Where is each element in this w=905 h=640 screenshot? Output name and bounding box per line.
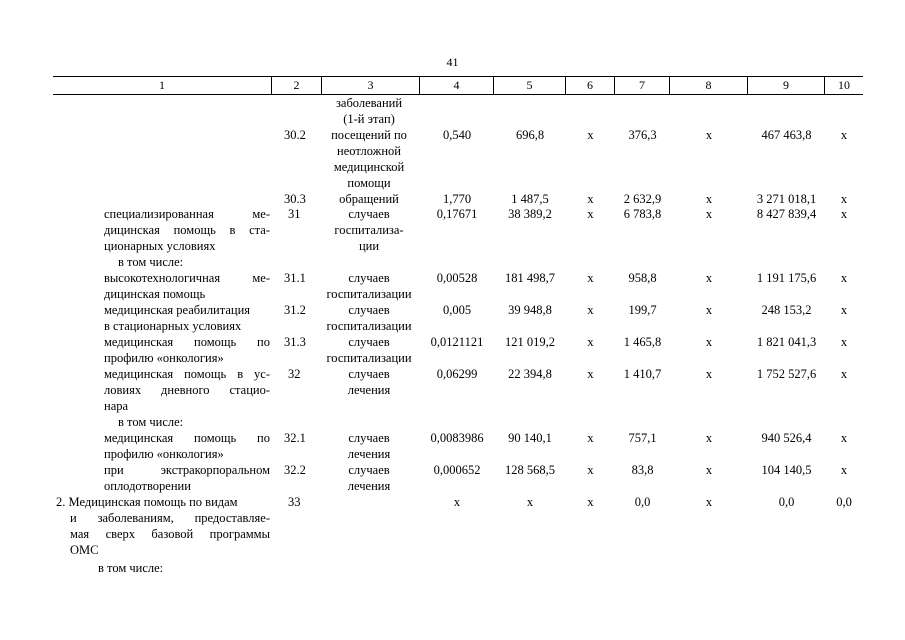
cell-value: 1 821 041,3 <box>756 335 817 349</box>
cell-row-code: 33 <box>288 495 301 509</box>
cell-description: ловиях дневного стацио- <box>104 383 270 397</box>
cell-description: дицинская помощь <box>104 287 206 301</box>
cell-value: 181 498,7 <box>505 271 555 285</box>
cell-value: x <box>840 303 848 317</box>
cell-description: ОМС <box>70 543 99 557</box>
cell-value: 38 389,2 <box>508 207 552 221</box>
cell-unit: медицинской <box>333 160 405 174</box>
cell-value: 1,770 <box>442 192 472 206</box>
cell-value: 696,8 <box>515 128 545 142</box>
cell-value: x <box>587 207 594 221</box>
cell-description: медицинская помощь в ус- <box>104 367 270 381</box>
cell-value: 467 463,8 <box>761 128 812 142</box>
cell-description: медицинская реабилитация <box>104 303 251 317</box>
cell-unit: случаев <box>348 431 390 445</box>
cell-description: дицинская помощь в ста- <box>104 223 270 237</box>
cell-unit: случаев <box>348 367 390 381</box>
cell-value: 128 568,5 <box>505 463 555 477</box>
cell-value: 0,0 <box>634 495 651 509</box>
cell-value: 958,8 <box>628 271 657 285</box>
cell-value: x <box>587 367 594 381</box>
cell-value: x <box>587 303 594 317</box>
subgroup-label: в том числе: <box>98 561 164 575</box>
cell-value: x <box>840 367 848 381</box>
cell-value: x <box>587 495 594 509</box>
cell-value: x <box>705 207 713 221</box>
cell-unit: случаев <box>348 335 390 349</box>
cell-value: 0,00528 <box>436 271 478 285</box>
cell-row-code: 31 <box>288 207 301 221</box>
cell-value: 1 487,5 <box>511 192 549 206</box>
cell-value: 0,000652 <box>433 463 481 477</box>
cell-unit: госпитализации <box>326 351 412 365</box>
cell-value: x <box>705 463 713 477</box>
cell-description: ционарных условиях <box>104 239 216 253</box>
cell-value: 121 019,2 <box>505 335 555 349</box>
cell-value: x <box>840 271 848 285</box>
cell-row-code: 32 <box>288 367 301 381</box>
cell-value: 39 948,8 <box>508 303 552 317</box>
col-header-1: 1 <box>159 78 165 92</box>
col-header-8: 8 <box>705 78 712 92</box>
cell-value: 376,3 <box>628 128 657 142</box>
cell-unit: лечения <box>347 447 391 461</box>
cell-unit: госпитализации <box>326 319 412 333</box>
cell-value: x <box>526 495 534 509</box>
subgroup-label: в том числе: <box>118 415 184 429</box>
cell-row-code: 32.1 <box>284 431 306 445</box>
cell-description: 2. Медицинская помощь по видам <box>56 495 238 509</box>
cell-value: x <box>587 335 594 349</box>
table-header <box>53 76 863 95</box>
cell-description: мая сверх базовой программы <box>70 527 270 541</box>
cell-value: x <box>587 192 594 206</box>
cell-value: 757,1 <box>628 431 657 445</box>
cell-unit: госпитализа- <box>334 223 404 237</box>
col-header-10: 10 <box>838 78 850 92</box>
cell-value: x <box>705 128 713 142</box>
cell-unit: случаев <box>348 271 390 285</box>
cell-unit: случаев <box>348 463 390 477</box>
cell-value: x <box>705 303 713 317</box>
cell-value: 0,005 <box>442 303 472 317</box>
cell-unit: обращений <box>339 192 399 206</box>
cell-value: 1 191 175,6 <box>756 271 817 285</box>
cell-value: 90 140,1 <box>508 431 552 445</box>
cell-value: 0,0083986 <box>430 431 484 445</box>
cell-description: медицинская помощь по <box>104 431 270 445</box>
cell-description: специализированная ме- <box>104 207 270 221</box>
cell-value: 104 140,5 <box>761 463 812 477</box>
cell-value: 1 410,7 <box>623 367 662 381</box>
page-number: 41 <box>446 55 459 69</box>
cell-description: профилю «онкология» <box>104 351 224 365</box>
cell-value: 0,0 <box>836 495 852 509</box>
cell-value: 2 632,9 <box>623 192 662 206</box>
col-header-4: 4 <box>453 78 460 92</box>
col-header-3: 3 <box>367 78 374 92</box>
cell-value: 1 465,8 <box>623 335 662 349</box>
cell-row-code: 30.2 <box>284 128 306 142</box>
cell-value: x <box>453 495 461 509</box>
cell-row-code: 30.3 <box>284 192 306 206</box>
cell-value: 0,17671 <box>436 207 478 221</box>
cell-value: x <box>840 431 848 445</box>
cell-value: x <box>705 367 713 381</box>
cell-unit: лечения <box>347 383 391 397</box>
cell-value: 248 153,2 <box>761 303 812 317</box>
col-header-6: 6 <box>587 78 593 92</box>
cell-row-code: 31.3 <box>284 335 306 349</box>
cell-description: в стационарных условиях <box>104 319 242 333</box>
cell-unit: (1-й этап) <box>343 112 395 126</box>
cell-value: x <box>705 271 713 285</box>
cell-value: x <box>587 463 594 477</box>
cell-unit: случаев <box>348 303 390 317</box>
cell-value: 0,540 <box>442 128 472 142</box>
cell-value: x <box>840 207 848 221</box>
cell-value: x <box>705 192 713 206</box>
subgroup-label: в том числе: <box>118 255 184 269</box>
cell-value: x <box>705 335 713 349</box>
cell-value: 940 526,4 <box>761 431 812 445</box>
cell-unit: неотложной <box>337 144 401 158</box>
cell-value: 199,7 <box>628 303 657 317</box>
cell-value: 0,0 <box>778 495 795 509</box>
cell-description: профилю «онкология» <box>104 447 224 461</box>
cell-value: x <box>587 271 594 285</box>
cell-description: нара <box>104 399 129 413</box>
cell-unit: госпитализации <box>326 287 412 301</box>
col-header-7: 7 <box>639 78 645 92</box>
cell-unit: посещений по <box>331 128 407 142</box>
col-header-9: 9 <box>783 78 789 92</box>
cell-description: оплодотворении <box>104 479 191 493</box>
cell-unit: ции <box>358 239 380 253</box>
cell-value: 6 783,8 <box>623 207 662 221</box>
cell-value: x <box>587 128 594 142</box>
cell-value: 0,0121121 <box>430 335 484 349</box>
cell-unit: случаев <box>348 207 390 221</box>
cell-value: x <box>840 192 848 206</box>
cell-description: при экстракорпоральном <box>104 463 270 477</box>
cell-unit: помощи <box>347 176 391 190</box>
cell-value: 0,06299 <box>436 367 478 381</box>
cell-value: x <box>840 335 848 349</box>
cell-row-code: 31.1 <box>284 271 306 285</box>
cell-unit: заболеваний <box>335 96 403 110</box>
cell-value: x <box>705 495 713 509</box>
cell-value: x <box>587 431 594 445</box>
cell-value: x <box>840 128 848 142</box>
col-header-5: 5 <box>526 78 533 92</box>
cell-value: 83,8 <box>631 463 654 477</box>
cell-row-code: 31.2 <box>284 303 306 317</box>
cell-row-code: 32.2 <box>284 463 306 477</box>
cell-description: и заболеваниям, предоставляе- <box>70 511 270 525</box>
cell-value: 3 271 018,1 <box>756 192 817 206</box>
cell-description: медицинская помощь по <box>104 335 270 349</box>
cell-value: 8 427 839,4 <box>756 207 817 221</box>
cell-value: x <box>840 463 848 477</box>
cell-value: x <box>705 431 713 445</box>
cell-description: высокотехнологичная ме- <box>104 271 270 285</box>
cell-value: 1 752 527,6 <box>756 367 817 381</box>
col-header-2: 2 <box>293 78 300 92</box>
cell-value: 22 394,8 <box>508 367 552 381</box>
cell-unit: лечения <box>347 479 391 493</box>
